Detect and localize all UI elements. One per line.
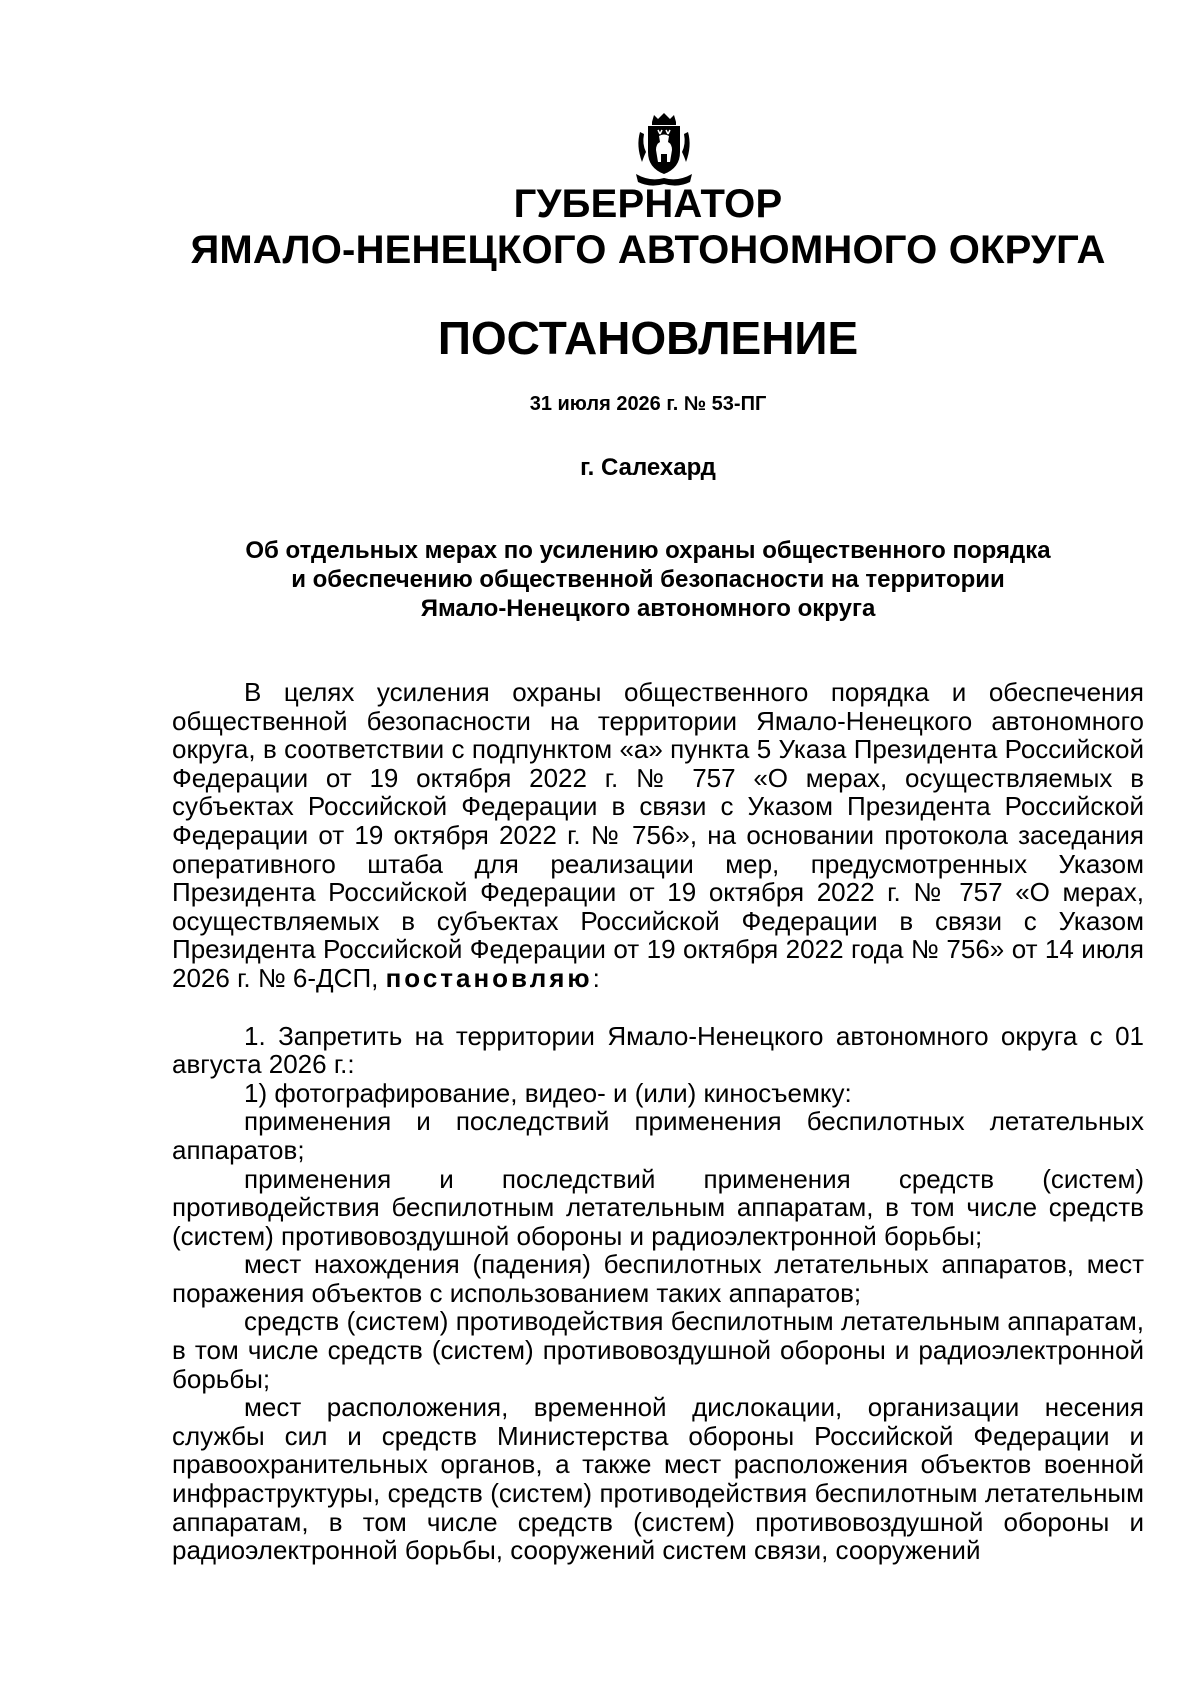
document-title [48, 536, 1200, 623]
issuer-title: ГУБЕРНАТОР [513, 182, 783, 226]
issuer-region: ЯМАЛО-НЕНЕЦКОГО АВТОНОМНОГО ОКРУГА [190, 228, 1106, 272]
preamble-paragraph [172, 678, 1144, 993]
list-paragraph: применения и последствий применения средств (систем) противодействия беспилотным летательным аппаратам, в том числе средств (систем) противовоздушной обороны и радиоэлектронной борьбы; [172, 1163, 1144, 1251]
coat-of-arms-emblem [632, 112, 696, 188]
resolve-suffix: : [592, 962, 600, 993]
preamble-text: В целях усиления охраны общественного порядка и обеспечения общественной безопасности на территории Ямало-Ненецкого автономного округа, в соответствии с подпунктом «а» пункта 5 Указа Президента Российской Федерации от 19 октября 2022 г. № 757 «О мерах, осуществляемых в субъектах Российской Федерации в связи с Указом Президента Российской Федерации от 19 октября 2022 г. № 756», на основании протокола заседания оперативного штаба для реализации мер, предусмотренных Указом Президента Российской Федерации от 19 октября 2022 г. № 757 «О мерах, осуществляемых в субъектах Российской Федерации в связи с Указом Президента Российской Федерации от 19 октября 2022 года № 756» от 14 июля 2026 г. № 6-ДСП, [172, 677, 1144, 993]
document-title-line: и обеспечению общественной безопасности на территории [291, 566, 1005, 593]
resolve-word: постановляю [385, 962, 593, 993]
document-date-number: 31 июля 2026 г. № 53-ПГ [529, 393, 767, 415]
document-title-line: Ямало-Ненецкого автономного округа [420, 595, 876, 622]
subitem-1-paragraph: 1) фотографирование, видео- и (или) киносъемку: [244, 1077, 852, 1108]
list-paragraph: средств (систем) противодействия беспилотным летательным аппаратам, в том числе средств (систем) противовоздушной обороны и радиоэлектронной борьбы; [172, 1306, 1144, 1394]
list-paragraph: мест расположения, временной дислокации, организации несения службы сил и средств Министерства обороны Российской Федерации и правоохранительных органов, а также мест расположения объектов военной инфраструктуры, средств (систем) противодействия беспилотным летательным аппаратам, в том числе средств (систем) противовоздушной обороны и радиоэлектронной борьбы, сооружений систем связи, сооружений [172, 1392, 1144, 1566]
document-type: ПОСТАНОВЛЕНИЕ [437, 312, 859, 364]
list-paragraph: применения и последствий применения беспилотных летательных аппаратов; [172, 1106, 1144, 1165]
item-1-paragraph: 1. Запретить на территории Ямало-Ненецкого автономного округа с 01 августа 2026 г.: [172, 1020, 1144, 1080]
document-title-line: Об отдельных мерах по усилению охраны общественного порядка [245, 537, 1051, 564]
document-body [172, 678, 1144, 1565]
document-city: г. Салехард [580, 454, 716, 481]
list-paragraph: мест нахождения (падения) беспилотных летательных аппаратов, мест поражения объектов с использованием таких аппаратов; [172, 1249, 1144, 1308]
